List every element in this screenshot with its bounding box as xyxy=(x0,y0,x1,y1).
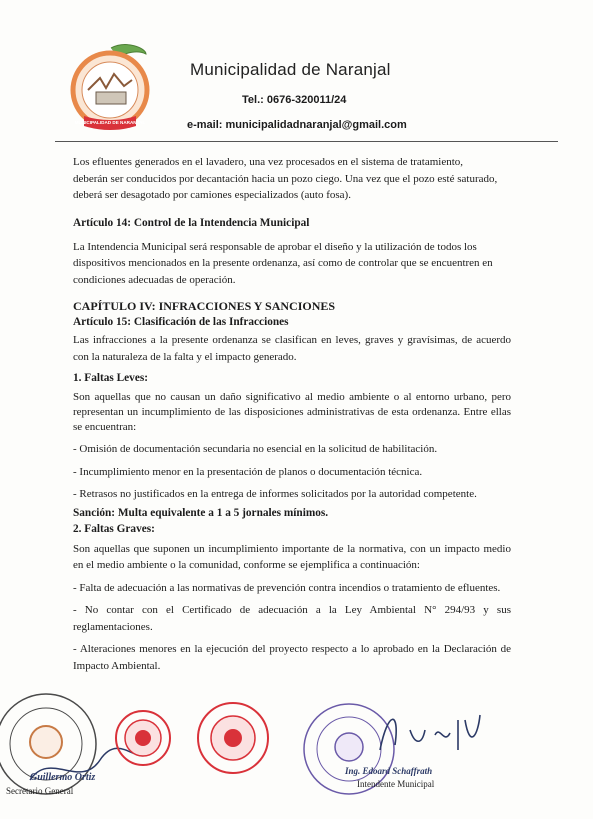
org-name: Municipalidad de Naranjal xyxy=(190,60,391,79)
faltas-leves-title: 1. Faltas Leves: xyxy=(73,372,148,384)
intendente-role: Intendente Municipal xyxy=(357,779,435,789)
intro-paragraph: Los efluentes generados en el lavadero, una vez procesados en el sistema de tratamiento, deberán ser conducidos por decantación hacia un pozo ciego. Una vez que el pozo esté saturado, deberá ser desagotado por camiones especializados (auto fosa). xyxy=(73,156,498,201)
secretaria-name: Guillermo Ortiz xyxy=(30,772,96,783)
article-15-text: Las infracciones a la presente ordenanza se clasifican en leves, graves y gravísimas, de acuerdo con la naturaleza de la falta y el impacto generado. xyxy=(73,334,511,363)
svg-text:MUNICIPALIDAD DE NARANJAL: MUNICIPALIDAD DE NARANJAL xyxy=(74,120,146,125)
article-14-text: La Intendencia Municipal será responsable de aprobar el diseño y la utilización de todos los dispositivos mencionados en la presente ordenanza, así como de controlar que se encuentren en condiciones adecuadas de operación. xyxy=(73,240,493,286)
list-item: - Omisión de documentación secundaria no esencial en la solicitud de habilitación. xyxy=(73,443,438,455)
list-item: - Alteraciones menores en la ejecución del proyecto respecto a lo aprobado en la Declaración de Impacto Ambiental. xyxy=(73,643,511,672)
municipal-logo xyxy=(66,40,156,132)
secretaria-role: Secretario General xyxy=(6,786,74,796)
list-item: - Incumplimiento menor en la presentación de planos o documentación técnica. xyxy=(73,465,423,478)
article-14-title: Artículo 14: Control de la Intendencia Municipal xyxy=(73,216,310,229)
list-item: - No contar con el Certificado de adecuación a la Ley Ambiental N° 294/93 y sus reglamentaciones. xyxy=(73,604,511,633)
faltas-graves-text: Son aquellas que suponen un incumplimiento importante de la normativa, con un impacto medio en el medio ambiente o la comunidad, conforme se ejemplifica a continuación: xyxy=(73,542,511,571)
intendente-signature xyxy=(370,705,485,760)
chapter-title: CAPÍTULO IV: INFRACCIONES Y SANCIONES xyxy=(73,299,336,313)
article-15-title: Artículo 15: Clasificación de las Infracciones xyxy=(73,316,289,328)
header-divider xyxy=(55,141,558,142)
telephone: Tel.: 0676-320011/24 xyxy=(242,94,347,106)
faltas-leves-text: Son aquellas que no causan un daño significativo al medio ambiente o al entorno urbano, pero representan un incumplimiento de las disposiciones administrativas de esta ordenanza. Entre ellas se encuentran: xyxy=(73,391,511,433)
sancion-leves: Sanción: Multa equivalente a 1 a 5 jornales mínimos. xyxy=(73,506,329,519)
red-seal xyxy=(113,708,173,768)
list-item: - Falta de adecuación a las normativas de prevención contra incendios o tratamiento de efluentes. xyxy=(73,581,501,594)
document-body xyxy=(73,150,511,674)
intendente-name: Ing. Edoard Schaffrath xyxy=(345,766,433,776)
list-item: - Retrasos no justificados en la entrega de informes solicitados por la autoridad competente. xyxy=(73,488,477,500)
email: e-mail: municipalidadnaranjal@gmail.com xyxy=(187,119,407,131)
faltas-graves-title: 2. Faltas Graves: xyxy=(73,522,155,535)
junta-municipal-seal xyxy=(195,700,271,776)
